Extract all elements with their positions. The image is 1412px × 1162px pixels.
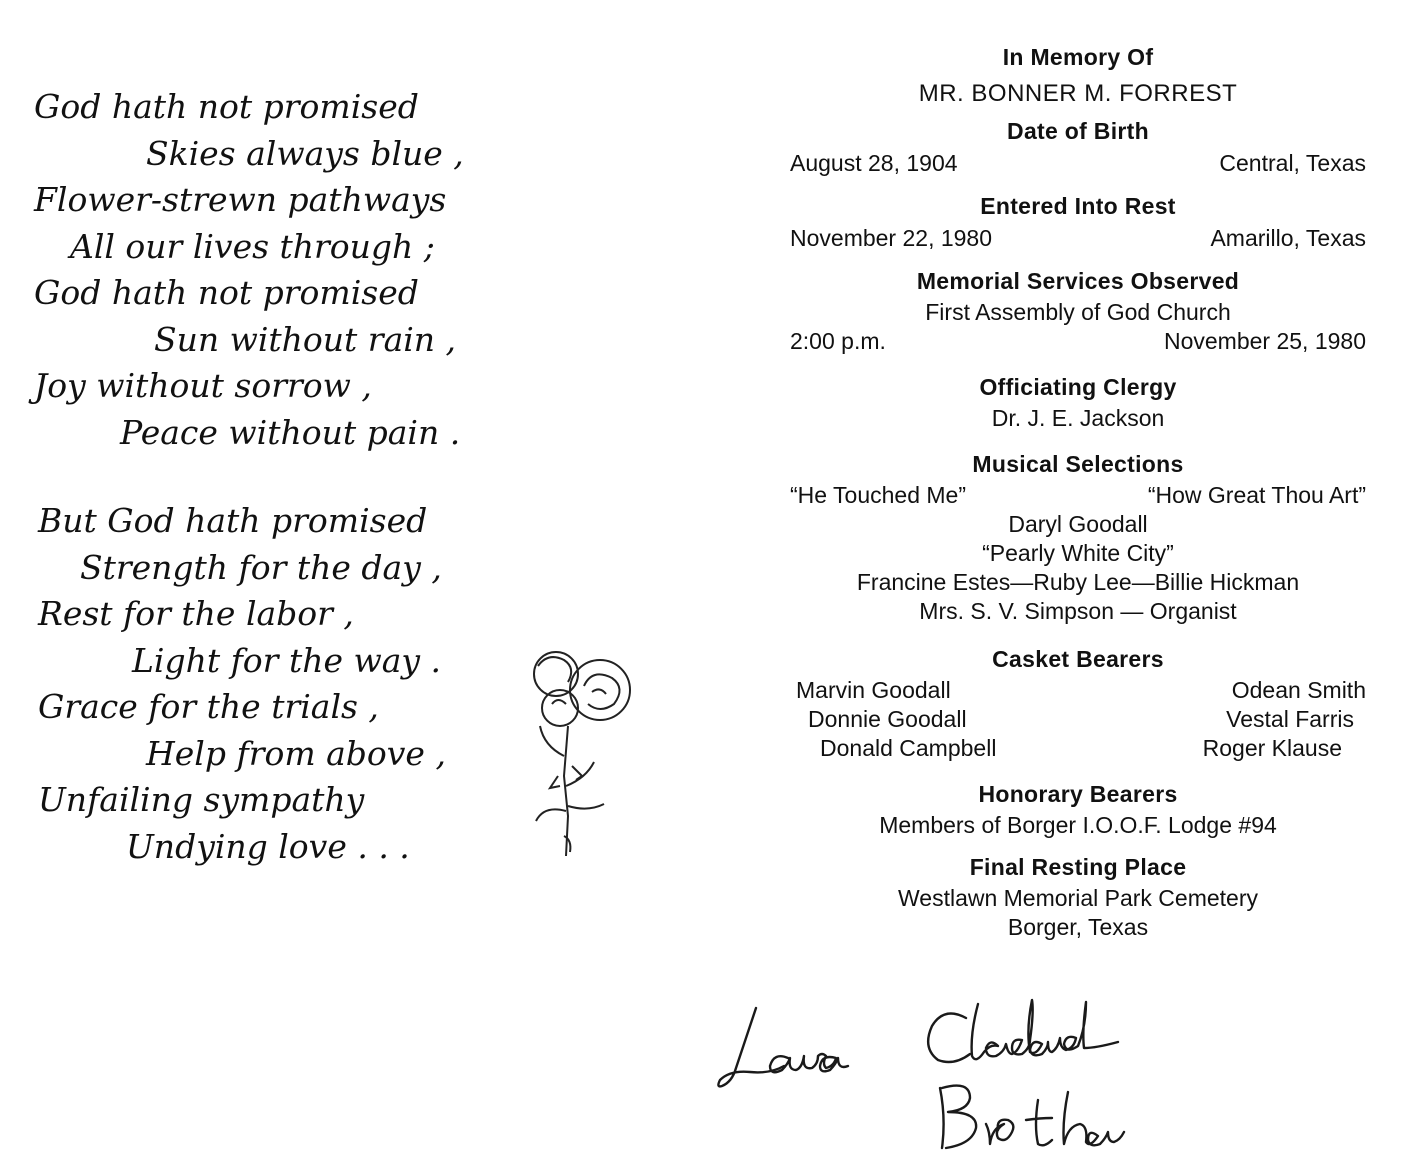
rose-flower-illustration-icon (508, 646, 648, 860)
honorary-heading: Honorary Bearers (978, 781, 1178, 807)
poem-line: Help from above , (146, 733, 446, 773)
casket-bearers-right (1203, 676, 1366, 763)
poem-line: Peace without pain . (120, 412, 461, 452)
memorial-heading: Memorial Services Observed (916, 268, 1240, 294)
bearer-name: Donnie Goodall (808, 706, 967, 732)
organist: Mrs. S. V. Simpson — Organist (919, 598, 1237, 624)
performers-2: Francine Estes—Ruby Lee—Billie Hickman (856, 569, 1300, 595)
poem-line: But God hath promised (38, 501, 428, 540)
poem-line: God hath not promised (34, 87, 419, 126)
song-3: “Pearly White City” (982, 540, 1174, 566)
casket-heading: Casket Bearers (992, 646, 1164, 672)
program-title: In Memory Of (1002, 44, 1154, 70)
rest-row (790, 223, 1366, 254)
memorial-row (790, 327, 1366, 356)
resting-city: Borger, Texas (1007, 914, 1149, 940)
poem-line: Grace for the trials , (38, 687, 379, 726)
poem-line: Light for the way . (132, 640, 442, 680)
deceased-name: MR. BONNER M. FORREST (918, 80, 1238, 107)
bearer-name: Marvin Goodall (796, 677, 951, 703)
poem-line: Flower-strewn pathways (34, 180, 447, 219)
resting-heading: Final Resting Place (969, 854, 1187, 880)
bearer-name: Roger Klause (1202, 735, 1342, 761)
poem-line: God hath not promised (34, 273, 419, 312)
birth-heading: Date of Birth (1007, 118, 1149, 144)
poem-line: All our lives through ; (70, 226, 435, 266)
poem-line: Unfailing sympathy (38, 780, 365, 819)
rest-heading: Entered Into Rest (980, 193, 1176, 219)
bearer-name: Donald Campbell (820, 735, 997, 761)
birth-row (790, 148, 1366, 179)
music-heading: Musical Selections (972, 451, 1184, 477)
poem-line: Undying love . . . (126, 826, 410, 866)
memorial-church: First Assembly of God Church (925, 299, 1231, 325)
poem-line: Skies always blue , (146, 133, 464, 173)
poem-line: Strength for the day , (80, 547, 442, 587)
memorial-program (790, 40, 1366, 942)
rest-place: Amarillo, Texas (1210, 225, 1366, 251)
poem-line: Rest for the labor , (38, 594, 354, 633)
song-2: “How Great Thou Art” (1147, 482, 1366, 508)
memorial-date: November 25, 1980 (1163, 328, 1366, 354)
poem-line: Joy without sorrow , (34, 366, 372, 405)
clergy-heading: Officiating Clergy (979, 374, 1177, 400)
rest-date: November 22, 1980 (790, 225, 993, 251)
poem-line: Sun without rain , (154, 319, 457, 359)
song-1: “He Touched Me” (790, 482, 966, 508)
casket-bearers-left (790, 676, 996, 763)
birth-date: August 28, 1904 (790, 150, 958, 176)
honorary-text: Members of Borger I.O.O.F. Lodge #94 (879, 812, 1277, 838)
memorial-time: 2:00 p.m. (790, 328, 886, 354)
poem (34, 84, 504, 870)
clergy-name: Dr. J. E. Jackson (991, 405, 1165, 431)
performer-1: Daryl Goodall (1008, 511, 1148, 537)
resting-place: Westlawn Memorial Park Cemetery (897, 885, 1258, 911)
bearer-name: Vestal Farris (1226, 706, 1354, 732)
bearer-name: Odean Smith (1231, 677, 1366, 703)
songs-row (790, 481, 1366, 510)
handwritten-signature (716, 996, 1236, 1156)
casket-bearers (790, 676, 1366, 763)
birth-place: Central, Texas (1219, 150, 1366, 176)
